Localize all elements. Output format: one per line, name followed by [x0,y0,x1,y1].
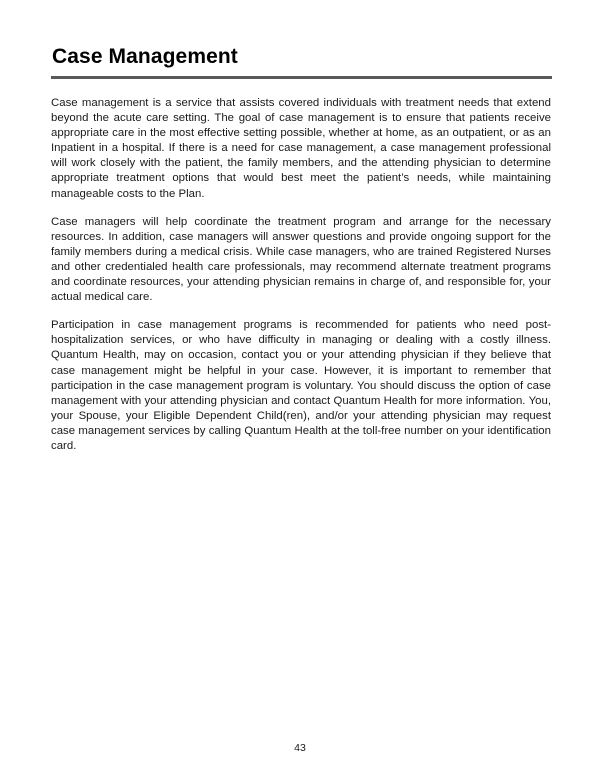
paragraph-1: Case management is a service that assists covered individuals with treatment needs that extend beyond the acute care setting. The goal of case management is to ensure that patients receive appropriate care in the most effective setting possible, whether at home, as an outpatient, or as an Inpatient in a hospital. If there is a need for case management, a case management professional will work closely with the patient, the family members, and the attending physician to determine appropriate treatment options that would best meet the patient’s needs, while maintaining manageable costs to the Plan. [51,97,551,200]
page-content [51,44,551,454]
title-divider [51,76,552,79]
paragraph-2: Case managers will help coordinate the treatment program and arrange for the necessary resources. In addition, case managers will answer questions and provide ongoing support for the family members during a medical crisis. While case managers, who are trained Registered Nurses and other credentialed health care professionals, may recommend alternate treatment programs and coordinate resources, your attending physician remains in charge of, and responsible for, your actual medical care. [51,215,551,304]
paragraph-3: Participation in case management programs is recommended for patients who need post-hospitalization services, or who have difficulty in managing or dealing with a costly illness. Quantum Health, may on occasion, contact you or your attending physician if they believe that case management might be helpful in your case. However, it is important to remember that participation in the case management program is voluntary. You should discuss the option of case management with your attending physician and contact Quantum Health for more information. You, your Spouse, your Eligible Dependent Child(ren), and/or your attending physician may request case management services by calling Quantum Health at the toll-free number on your identification card. [51,319,551,452]
body-text [51,96,551,454]
page-number: 43 [294,742,306,754]
page-title: Case Management [52,45,238,68]
